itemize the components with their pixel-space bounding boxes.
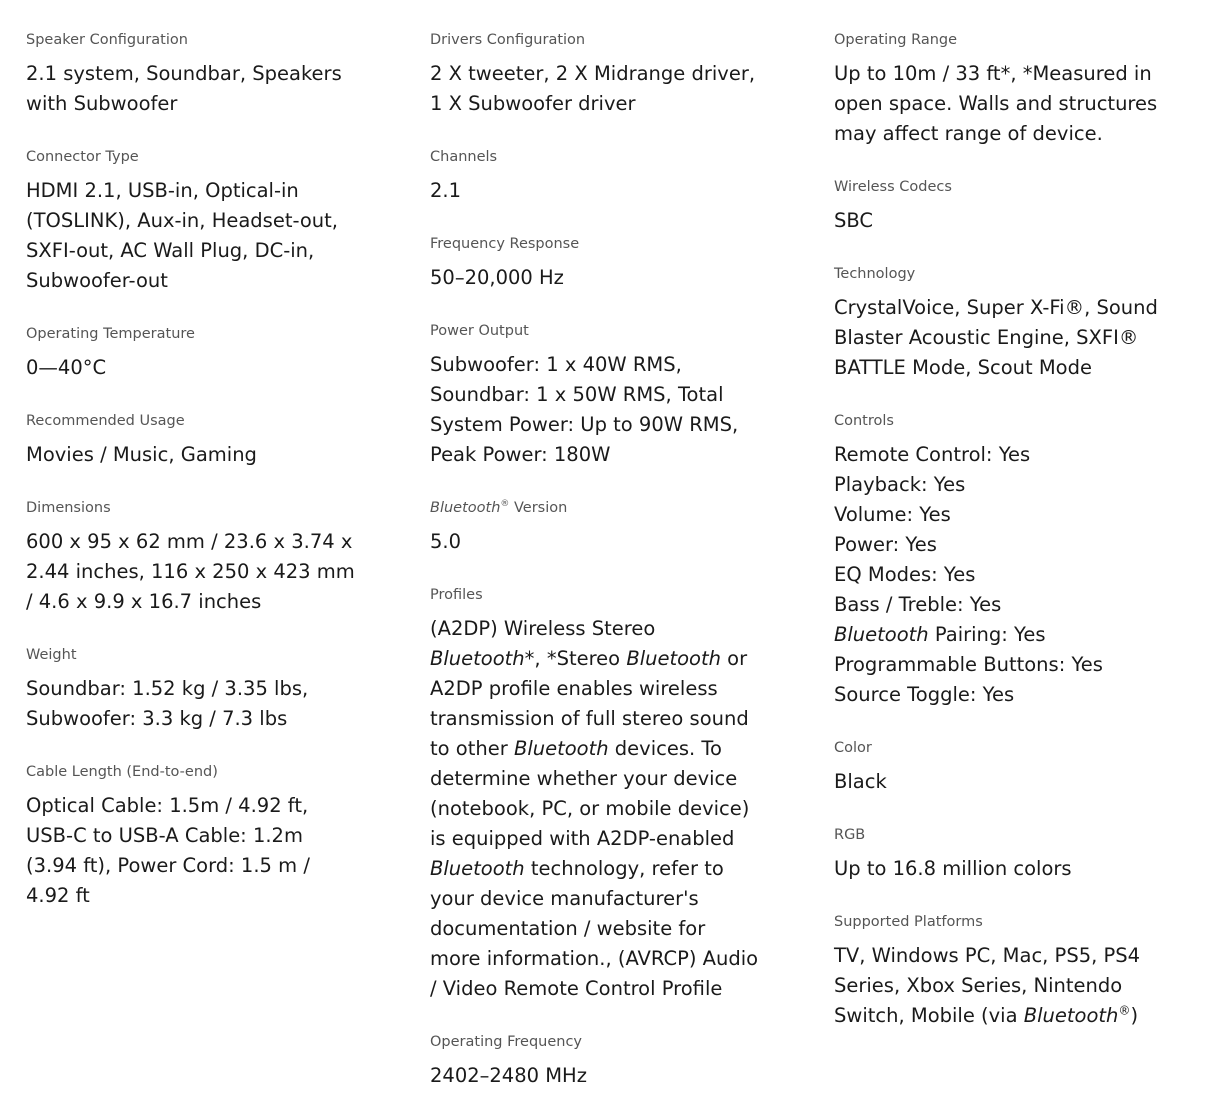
spec-value: Optical Cable: 1.5m / 4.92 ft, USB-C to USB-A Cable: 1.2m (3.94 ft), Power Cord: 1.5 m / 4.92 ft: [26, 794, 310, 907]
spec-bluetooth-version: [430, 498, 760, 557]
spec-label: Frequency Response: [430, 236, 580, 252]
control-line: EQ Modes: Yes: [834, 563, 976, 586]
spec-wireless-codecs: [834, 177, 1164, 236]
spec-value: 2402–2480 MHz: [430, 1064, 587, 1087]
spec-label: Channels: [430, 149, 498, 165]
profiles-bluetooth-word: Bluetooth: [513, 737, 609, 760]
bluetooth-word: Bluetooth: [834, 623, 929, 646]
spec-value: Up to 16.8 million colors: [834, 857, 1072, 880]
spec-label: Speaker Configuration: [26, 32, 188, 48]
spec-value: [834, 941, 1164, 1031]
spec-operating-frequency: [430, 1032, 760, 1091]
spec-weight: [26, 645, 356, 734]
spec-value: Soundbar: 1.52 kg / 3.35 lbs, Subwoofer: 3.3 kg / 7.3 lbs: [26, 677, 309, 730]
spec-value: 600 x 95 x 62 mm / 23.6 x 3.74 x 2.44 inches, 116 x 250 x 423 mm / 4.6 x 9.9 x 16.7 inches: [26, 530, 355, 613]
profiles-text: or A2DP profile enables wireless transmission of full stereo sound to other: [430, 647, 749, 760]
spec-technology: [834, 264, 1164, 383]
profiles-text: technology, refer to your device manufacturer's documentation / website for more information., (AVRCP) Audio / Video Remote Control Profile: [430, 857, 759, 1000]
spec-label: Dimensions: [26, 500, 111, 516]
profiles-text: (A2DP) Wireless Stereo: [430, 617, 656, 640]
control-line-bluetooth-pairing: [834, 620, 1164, 650]
spec-label: Profiles: [430, 587, 483, 603]
spec-label: Recommended Usage: [26, 413, 185, 429]
spec-label: Technology: [834, 266, 916, 282]
profiles-bluetooth-word: Bluetooth: [430, 857, 525, 880]
spec-label: Operating Range: [834, 32, 958, 48]
spec-channels: [430, 147, 760, 206]
spec-label: RGB: [834, 827, 866, 843]
profiles-bluetooth-word: Bluetooth: [626, 647, 721, 670]
spec-value: Black: [834, 770, 887, 793]
label-version-word: Version: [509, 500, 568, 516]
pairing-text: Pairing: Yes: [928, 623, 1046, 646]
control-line: Bass / Treble: Yes: [834, 593, 1002, 616]
spec-value: 2 X tweeter, 2 X Midrange driver, 1 X Subwoofer driver: [430, 62, 756, 115]
spec-label: Controls: [834, 413, 894, 429]
spec-operating-range: [834, 30, 1164, 149]
spec-column-1: [26, 30, 356, 939]
spec-value: [834, 440, 1164, 710]
spec-drivers-configuration: [430, 30, 760, 119]
profiles-text: *, *Stereo: [524, 647, 627, 670]
spec-value: Subwoofer: 1 x 40W RMS, Soundbar: 1 x 50W RMS, Total System Power: Up to 90W RMS, Peak Power: 180W: [430, 353, 739, 466]
spec-profiles: [430, 585, 760, 1004]
spec-value: 2.1 system, Soundbar, Speakers with Subwoofer: [26, 62, 342, 115]
spec-connector-type: [26, 147, 356, 296]
control-line: Source Toggle: Yes: [834, 683, 1015, 706]
spec-value: [430, 614, 760, 1004]
label-bluetooth-word: Bluetooth: [430, 500, 501, 516]
spec-label: Operating Frequency: [430, 1034, 583, 1050]
spec-label: [430, 498, 760, 518]
spec-column-2: [430, 30, 760, 1119]
spec-label: Drivers Configuration: [430, 32, 586, 48]
spec-dimensions: [26, 498, 356, 617]
spec-color: [834, 738, 1164, 797]
platforms-text: ): [1130, 1004, 1139, 1027]
spec-label: Weight: [26, 647, 77, 663]
spec-operating-temperature: [26, 324, 356, 383]
control-line: Power: Yes: [834, 533, 937, 556]
spec-column-3: [834, 30, 1164, 1059]
spec-label: Power Output: [430, 323, 529, 339]
control-line: Volume: Yes: [834, 503, 951, 526]
spec-label: Color: [834, 740, 872, 756]
spec-label: Operating Temperature: [26, 326, 195, 342]
spec-label: Connector Type: [26, 149, 139, 165]
spec-supported-platforms: [834, 912, 1164, 1031]
spec-value: Movies / Music, Gaming: [26, 443, 257, 466]
spec-value: CrystalVoice, Super X-Fi®, Sound Blaster Acoustic Engine, SXFI® BATTLE Mode, Scout Mode: [834, 296, 1158, 379]
control-line: Remote Control: Yes: [834, 443, 1031, 466]
spec-value: HDMI 2.1, USB-in, Optical-in (TOSLINK), Aux-in, Headset-out, SXFI-out, AC Wall Plug, DC-in, Subwoofer-out: [26, 179, 339, 292]
registered-mark: ®: [500, 499, 510, 510]
spec-value: 50–20,000 Hz: [430, 266, 564, 289]
control-line: Programmable Buttons: Yes: [834, 653, 1103, 676]
spec-label: Supported Platforms: [834, 914, 983, 930]
spec-label: Cable Length (End-to-end): [26, 764, 218, 780]
spec-value: 2.1: [430, 179, 462, 202]
control-line: Playback: Yes: [834, 473, 966, 496]
spec-speaker-configuration: [26, 30, 356, 119]
profiles-bluetooth-word: Bluetooth: [430, 647, 525, 670]
spec-value: Up to 10m / 33 ft*, *Measured in open space. Walls and structures may affect range of device.: [834, 62, 1158, 145]
spec-frequency-response: [430, 234, 760, 293]
spec-label: Wireless Codecs: [834, 179, 952, 195]
spec-power-output: [430, 321, 760, 470]
registered-mark: ®: [1118, 1003, 1131, 1018]
spec-value: SBC: [834, 209, 874, 232]
spec-recommended-usage: [26, 411, 356, 470]
spec-value: 5.0: [430, 530, 462, 553]
profiles-text: devices. To determine whether your device (notebook, PC, or mobile device) is equipped with A2DP-enabled: [430, 737, 750, 850]
spec-rgb: [834, 825, 1164, 884]
platforms-bluetooth-word: Bluetooth: [1023, 1004, 1119, 1027]
spec-controls: [834, 411, 1164, 710]
platforms-text: TV, Windows PC, Mac, PS5, PS4 Series, Xbox Series, Nintendo Switch, Mobile (via: [834, 944, 1141, 1027]
spec-value: 0—40°C: [26, 356, 107, 379]
spec-cable-length: [26, 762, 356, 911]
